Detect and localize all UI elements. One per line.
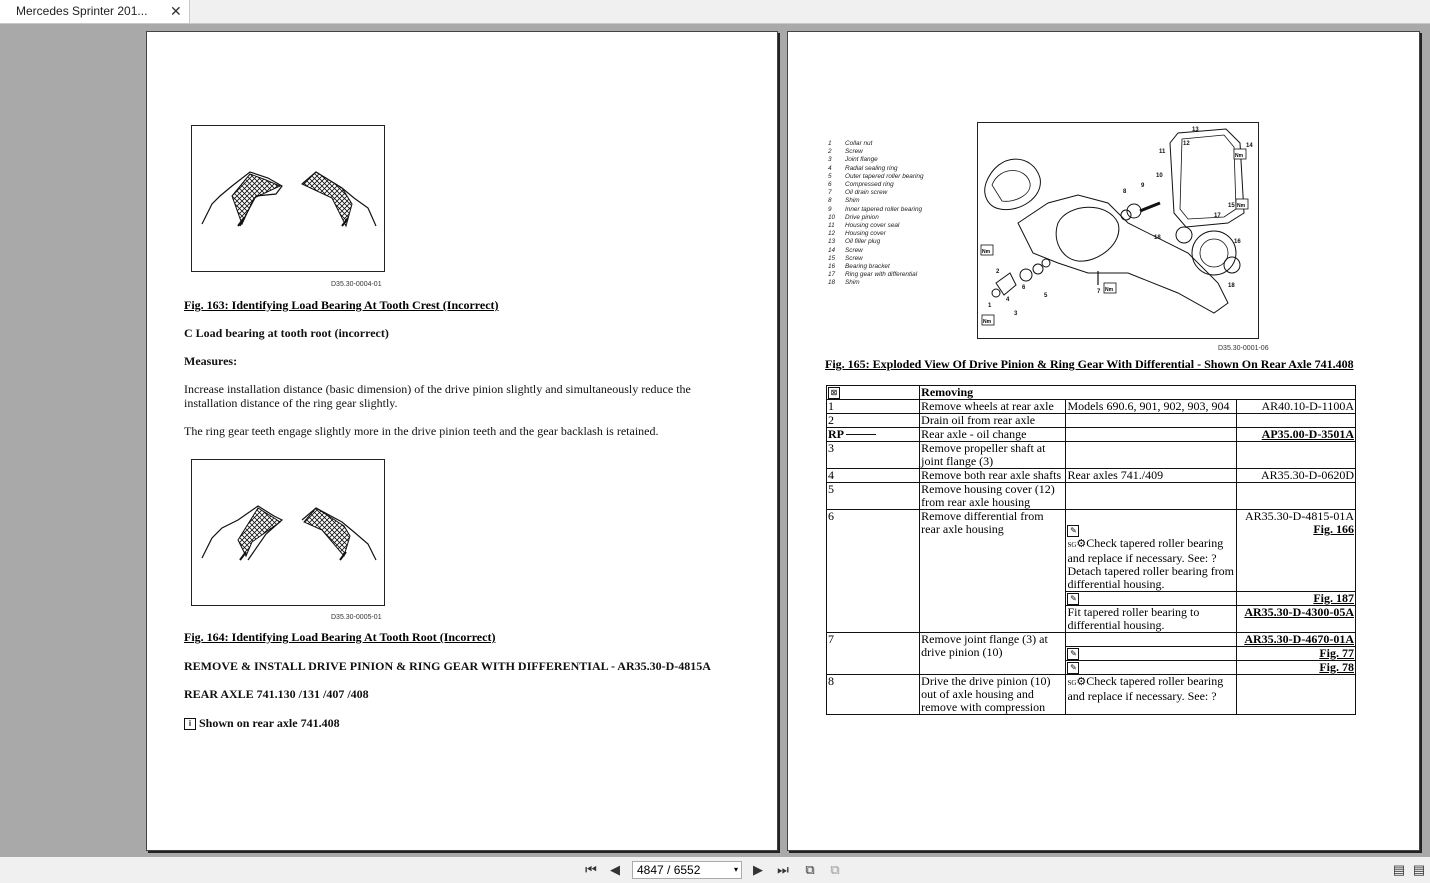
diagram-label: 15 (1228, 203, 1235, 209)
step-reference: AR40.10-D-1100A (1236, 400, 1355, 414)
step-action: Drain oil from rear axle (920, 414, 1066, 428)
step-detail: Models 690.6, 901, 902, 903, 904 (1066, 400, 1236, 414)
diagram-label: 1 (988, 303, 992, 309)
paragraph-1: Increase installation distance (basic dimension) of the drive pinion slightly and simultaneously reduce the installation distance of the ring gear slightly. (184, 382, 691, 410)
step-number: 8 (827, 675, 920, 715)
legend-item: 8 Shim (828, 197, 860, 205)
diagram-label: 17 (1214, 213, 1221, 219)
next-page-icon[interactable]: ▶ (753, 862, 763, 877)
parts-legend (828, 140, 924, 288)
fig-link[interactable]: Fig. 77 (1236, 646, 1355, 660)
torque-label: Nm (1235, 153, 1244, 159)
step-number: 6 (827, 510, 920, 633)
step-icon: ⊠ (828, 387, 840, 399)
table-row (827, 469, 1356, 483)
diagram-label: 7 (1097, 289, 1101, 295)
diagram-label: 16 (1234, 239, 1241, 245)
fig163-image (191, 125, 385, 272)
table-row (827, 442, 1356, 469)
diagram-label: 11 (1159, 149, 1166, 155)
torque-label: Nm (983, 319, 992, 325)
note-text: Shown on rear axle 741.408 (199, 716, 340, 730)
page-number-select[interactable] (632, 861, 742, 879)
diagram-label: 18 (1154, 235, 1161, 241)
tab-bar (0, 0, 1430, 24)
legend-item: 5 Outer tapered roller bearing (828, 172, 924, 180)
step-reference-link[interactable]: AP35.00-D-3501A (1236, 428, 1355, 442)
legend-item: 18 Shim (828, 279, 860, 287)
last-page-icon[interactable]: ⏭ (777, 862, 789, 877)
legend-item: 4 Radial sealing ring (828, 164, 898, 172)
tab-title: Mercedes Sprinter 201... (16, 4, 148, 18)
diagram-label: 6 (1022, 285, 1026, 291)
step-action: Remove differential from rear axle housing (920, 510, 1066, 633)
diagram-label: 8 (1123, 189, 1127, 195)
diagram-label: 5 (1044, 293, 1048, 299)
step-reference: AR35.30-D-0620D (1236, 469, 1355, 483)
document-page-left (146, 31, 778, 851)
wrench-icon: ✎ (1067, 525, 1079, 537)
fig163-caption: Fig. 163: Identifying Load Bearing At Tooth Crest (Incorrect) (184, 298, 499, 312)
legend-item: 7 Oil drain screw (828, 189, 888, 197)
legend-item: 12 Housing cover (828, 230, 886, 238)
chevron-down-icon: ▾ (733, 865, 738, 874)
step-reference: AR35.30-D-4815-01A Fig. 166 (1236, 510, 1355, 591)
procedure-table (826, 385, 1356, 715)
table-row (827, 414, 1356, 428)
wrench-icon: ✎ (1067, 662, 1079, 674)
step-number: RP (827, 428, 920, 442)
step-action: Drive the drive pinion (10) out of axle housing and remove with compression (920, 675, 1066, 715)
document-tab[interactable] (0, 0, 190, 23)
table-header-row (827, 386, 1356, 400)
fig163-code: D35.30-0004-01 (331, 281, 382, 288)
fig165-exploded-diagram (977, 122, 1259, 339)
step-number: 3 (827, 442, 920, 469)
fig165-code: D35.30-0001-06 (1218, 345, 1269, 352)
step-reference-link[interactable]: AR35.30-D-4300-05A (1236, 605, 1355, 632)
step-number: 7 (827, 632, 920, 675)
continuous-view-icon[interactable]: ▤ (1392, 862, 1406, 877)
table-row (827, 510, 1356, 591)
fig164-image (191, 459, 385, 606)
legend-item: 15 Screw (828, 254, 863, 262)
table-row (827, 400, 1356, 414)
legend-item: 13 Oil filler plug (828, 238, 881, 246)
step-number: 2 (827, 414, 920, 428)
step-number: 4 (827, 469, 920, 483)
diagram-label: 10 (1156, 173, 1163, 179)
rear-axle-heading: REAR AXLE 741.130 /131 /407 /408 (184, 687, 369, 701)
torque-label: Nm (1237, 203, 1246, 209)
step-action: Remove propeller shaft at joint flange (3) (920, 442, 1066, 469)
fig164-caption: Fig. 164: Identifying Load Bearing At Tooth Root (Incorrect) (184, 630, 496, 644)
torque-label: Nm (1105, 287, 1114, 293)
paragraph-2: The ring gear teeth engage slightly more in the drive pinion teeth and the gear backlash is retained. (184, 424, 659, 438)
legend-item: 1 Collar nut (828, 140, 873, 147)
diagram-label: 18 (1228, 283, 1235, 289)
c-heading: C Load bearing at tooth root (incorrect) (184, 326, 389, 340)
step-action: Remove both rear axle shafts (920, 469, 1066, 483)
info-icon: i (184, 718, 196, 730)
navigation-toolbar (0, 857, 1430, 883)
measures-label: Measures: (184, 354, 238, 368)
diagram-label: 3 (1014, 311, 1018, 317)
torque-label: Nm (982, 249, 991, 255)
previous-page-icon[interactable]: ◀ (610, 862, 620, 877)
legend-item: 6 Compressed ring (828, 181, 894, 189)
legend-item: 17 Ring gear with differential (828, 271, 918, 279)
legend-item: 2 Screw (828, 148, 863, 156)
step-number: 1 (827, 400, 920, 414)
table-header: Removing (920, 386, 1356, 400)
fig-link[interactable]: Fig. 166 (1313, 522, 1354, 537)
diagram-label: 9 (1141, 183, 1145, 189)
table-row (827, 632, 1356, 646)
section-heading: REMOVE & INSTALL DRIVE PINION & RING GEAR WITH DIFFERENTIAL - AR35.30-D-4815A (184, 659, 711, 673)
step-action: Remove wheels at rear axle (920, 400, 1066, 414)
legend-item: 3 Joint flange (828, 156, 878, 164)
fig165-caption: Fig. 165: Exploded View Of Drive Pinion & Ring Gear With Differential - Shown On Rear Axle 741.408 (825, 357, 1354, 371)
note-line (184, 716, 340, 730)
step-action: Rear axle - oil change (920, 428, 1066, 442)
single-page-view-icon[interactable]: ⧉ (805, 862, 815, 877)
legend-item: 11 Housing cover seal (828, 222, 900, 230)
legend-item: 9 Inner tapered roller bearing (828, 205, 923, 213)
step-detail: SG⚙Check tapered roller bearing and replace if necessary. See: ? (1066, 675, 1236, 715)
diagram-label: 12 (1183, 141, 1190, 147)
diagram-label: 2 (996, 269, 1000, 275)
fig-link[interactable]: Fig. 78 (1236, 661, 1355, 675)
sg-icon: SG (1067, 540, 1077, 549)
diagram-label: 13 (1192, 127, 1199, 133)
step-action: Remove housing cover (12) from rear axle housing (920, 483, 1066, 510)
page-number-value: 4847 / 6552 (637, 863, 701, 877)
step-action: Remove joint flange (3) at drive pinion (10) (920, 632, 1066, 675)
legend-item: 10 Drive pinion (828, 213, 879, 221)
legend-item: 16 Bearing bracket (828, 263, 890, 271)
legend-item: 14 Screw (828, 246, 863, 254)
table-row (827, 483, 1356, 510)
step-detail: ✎ SG⚙Check tapered roller bearing and replace if necessary. See: ? Detach tapered roller bearing from differential housing. (1066, 510, 1236, 591)
facing-view-icon[interactable]: ▤ (1412, 862, 1426, 877)
step-number: 5 (827, 483, 920, 510)
step-detail: Fit tapered roller bearing to differential housing. (1066, 605, 1236, 632)
wrench-icon: ✎ (1067, 648, 1079, 660)
double-page-view-icon[interactable]: ⧉ (830, 862, 840, 877)
step-detail: Rear axles 741./409 (1066, 469, 1236, 483)
close-tab-icon[interactable]: ✕ (170, 3, 182, 19)
fig-link[interactable]: Fig. 187 (1236, 591, 1355, 605)
table-row (827, 428, 1356, 442)
diagram-label: 4 (1006, 297, 1010, 303)
table-row (827, 675, 1356, 715)
document-page-right (787, 31, 1420, 851)
sg-icon: SG (1067, 679, 1077, 688)
fig164-code: D35.30-0005-01 (331, 614, 382, 621)
diagram-label: 14 (1246, 143, 1253, 149)
wrench-icon: ✎ (1067, 593, 1079, 605)
step-reference-link[interactable]: AR35.30-D-4670-01A (1236, 632, 1355, 646)
first-page-icon[interactable]: ⏮ (585, 862, 597, 877)
